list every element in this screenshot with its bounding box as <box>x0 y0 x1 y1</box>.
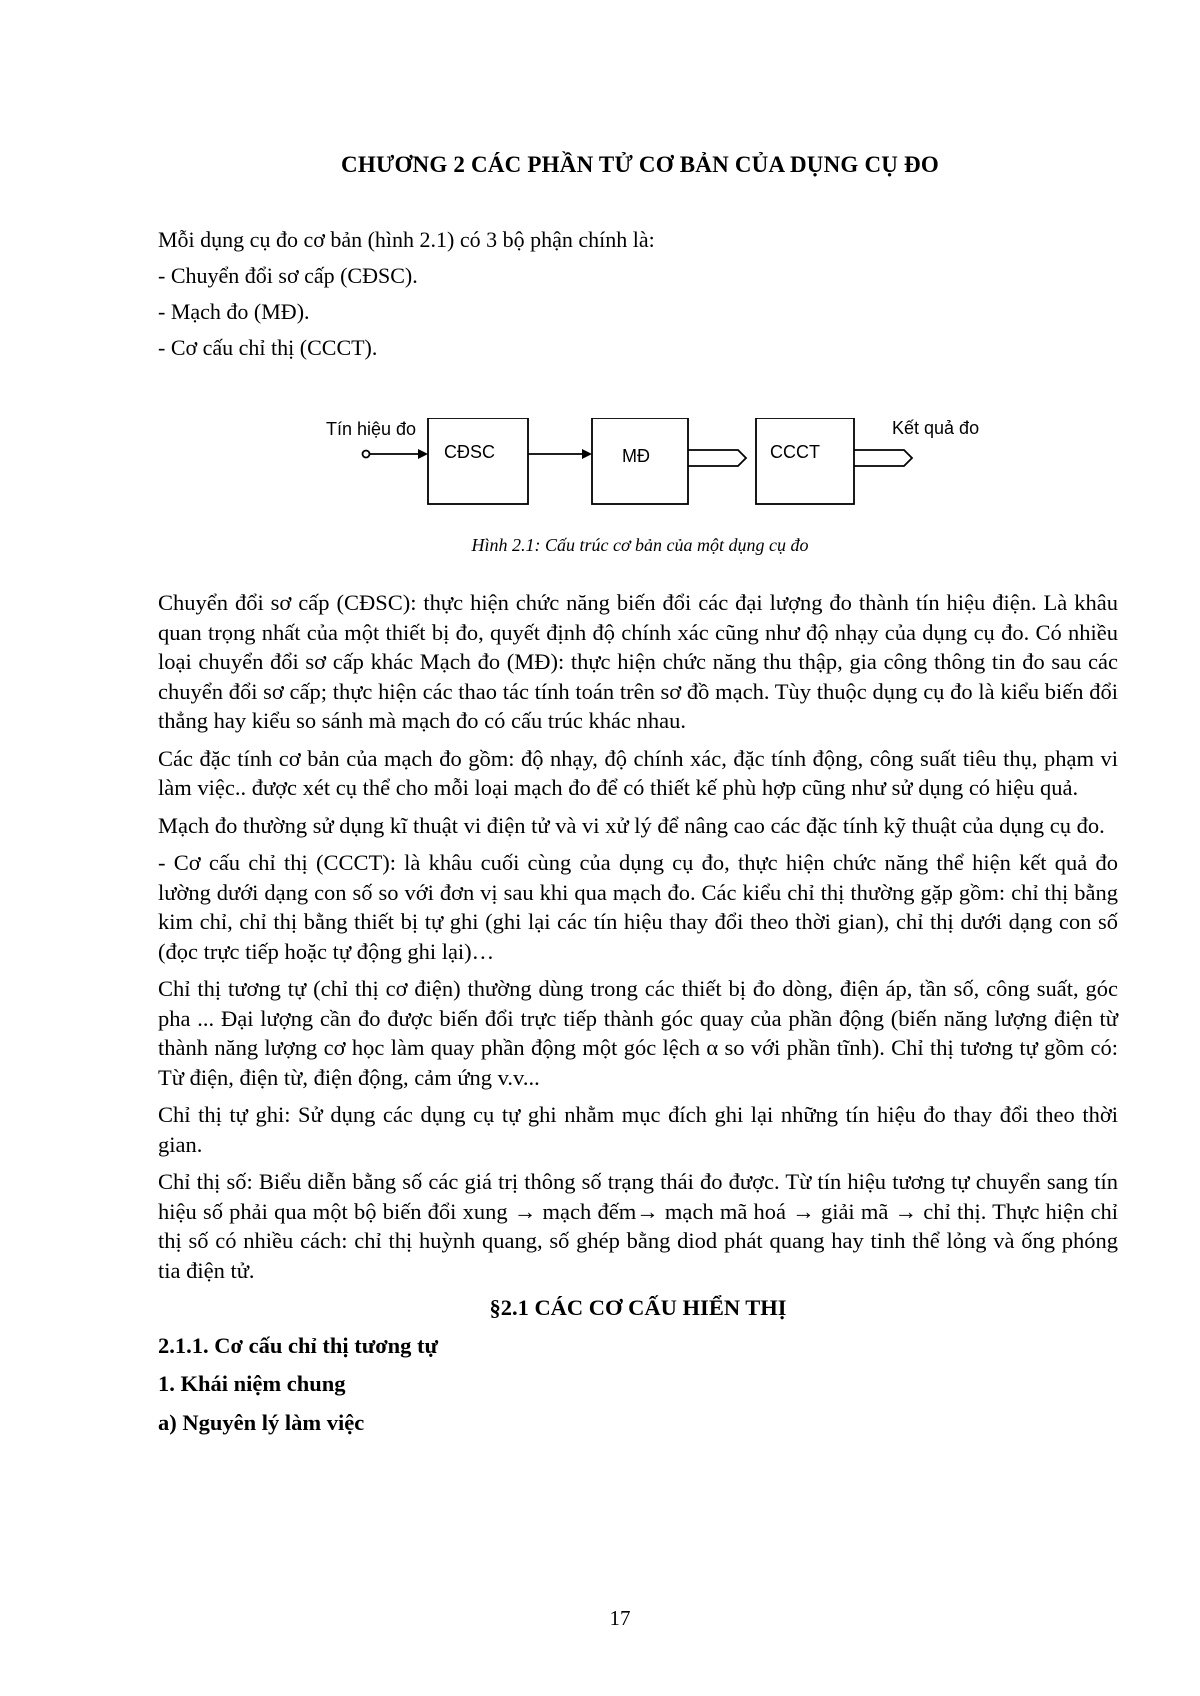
paragraph: Chỉ thị tự ghi: Sử dụng các dụng cụ tự ghi nhằm mục đích ghi lại những tín hiệu đo thay đổi theo thời gian. <box>158 1102 1118 1157</box>
subheading: 2.1.1. Cơ cấu chỉ thị tương tự <box>158 1332 439 1358</box>
intro-item: - Mạch đo (MĐ). <box>158 299 310 324</box>
paragraph: Chỉ thị tương tự (chỉ thị cơ điện) thường dùng trong các thiết bị đo dòng, điện áp, tần số, công suất, góc pha ... Đại lượng cần đo được biến đổi trực tiếp thành góc quay của phần động (biến năng lượng điện từ thành năng lượng cơ học làm quay phần động một góc lệch α so với phần tĩnh). Chỉ thị tương tự gồm có: Từ điện, điện từ, điện động, cảm ứng v.v... <box>158 976 1118 1090</box>
intro-lead: Mỗi dụng cụ đo cơ bản (hình 2.1) có 3 bộ phận chính là: <box>158 227 655 252</box>
output-arrow <box>854 450 912 466</box>
block-cdsc-label: CĐSC <box>444 442 496 462</box>
bus-arrow <box>688 450 746 466</box>
intro-item: - Chuyển đổi sơ cấp (CĐSC). <box>158 263 418 288</box>
intro-list <box>158 222 655 366</box>
intro-item: - Cơ cấu chỉ thị (CCCT). <box>158 335 378 360</box>
page-number: 17 <box>609 1606 631 1630</box>
input-terminal <box>363 451 370 458</box>
input-label: Tín hiệu đo <box>326 419 417 439</box>
figure-caption: Hình 2.1: Cấu trúc cơ bản của một dụng cụ đo <box>471 535 809 555</box>
subheading: a) Nguyên lý làm việc <box>158 1409 365 1435</box>
body-text <box>158 588 1118 1446</box>
block-diagram <box>320 418 1060 518</box>
input-arrow-head <box>418 449 428 459</box>
output-label: Kết quả đo <box>892 418 980 438</box>
paragraph: Mạch đo thường sử dụng kĩ thuật vi điện tử và vi xử lý để nâng cao các đặc tính kỹ thuật của dụng cụ đo. <box>158 812 1105 838</box>
section-title: §2.1 CÁC CƠ CẤU HIỂN THỊ <box>489 1295 787 1320</box>
paragraph: - Cơ cấu chỉ thị (CCCT): là khâu cuối cùng của dụng cụ đo, thực hiện chức năng thể hiện kết quả đo lường dưới dạng con số so với đơn vị sau khi qua mạch đo. Các kiểu chỉ thị thường gặp gồm: chỉ thị bằng kim chỉ, chỉ thị bằng thiết bị tự ghi (ghi lại các tín hiệu thay đổi theo thời gian), chỉ thị dưới dạng con số (đọc trực tiếp hoặc tự động ghi lại)… <box>158 850 1118 964</box>
paragraph: Các đặc tính cơ bản của mạch đo gồm: độ nhạy, độ chính xác, đặc tính động, công suất tiêu thụ, phạm vi làm việc.. được xét cụ thể cho mỗi loại mạch đo để có thiết kế phù hợp cũng như sử dụng có hiệu quả. <box>158 745 1118 800</box>
subheading: 1. Khái niệm chung <box>158 1371 346 1396</box>
paragraph: Chuyển đổi sơ cấp (CĐSC): thực hiện chức năng biến đổi các đại lượng đo thành tín hiệu điện. Là khâu quan trọng nhất của một thiết bị đo, quyết định độ chính xác cũng như độ nhạy của dụng cụ đo. Có nhiều loại chuyển đổi sơ cấp khác Mạch đo (MĐ): thực hiện chức năng thu thập, gia công thông tin đo sau các chuyển đổi sơ cấp; thực hiện các thao tác tính toán trên sơ đồ mạch. Tùy thuộc dụng cụ đo là kiểu biến đổi thẳng hay kiểu so sánh mà mạch đo có cấu trúc khác nhau. <box>158 590 1118 733</box>
paragraph: Chỉ thị số: Biểu diễn bằng số các giá trị thông số trạng thái đo được. Từ tín hiệu tương tự chuyển sang tín hiệu số phải qua một bộ biến đổi xung → mạch đếm→ mạch mã hoá → giải mã → chỉ thị. Thực hiện chỉ thị số có nhiều cách: chỉ thị huỳnh quang, số ghép bằng diod phát quang hay tinh thể lỏng và ống phóng tia điện tử. <box>158 1169 1118 1283</box>
block-md-label: MĐ <box>622 446 650 466</box>
block-ccct-label: CCCT <box>770 442 820 462</box>
connector-arrow-head <box>582 449 592 459</box>
chapter-title: CHƯƠNG 2 CÁC PHẦN TỬ CƠ BẢN CỦA DỤNG CỤ ĐO <box>341 152 939 177</box>
